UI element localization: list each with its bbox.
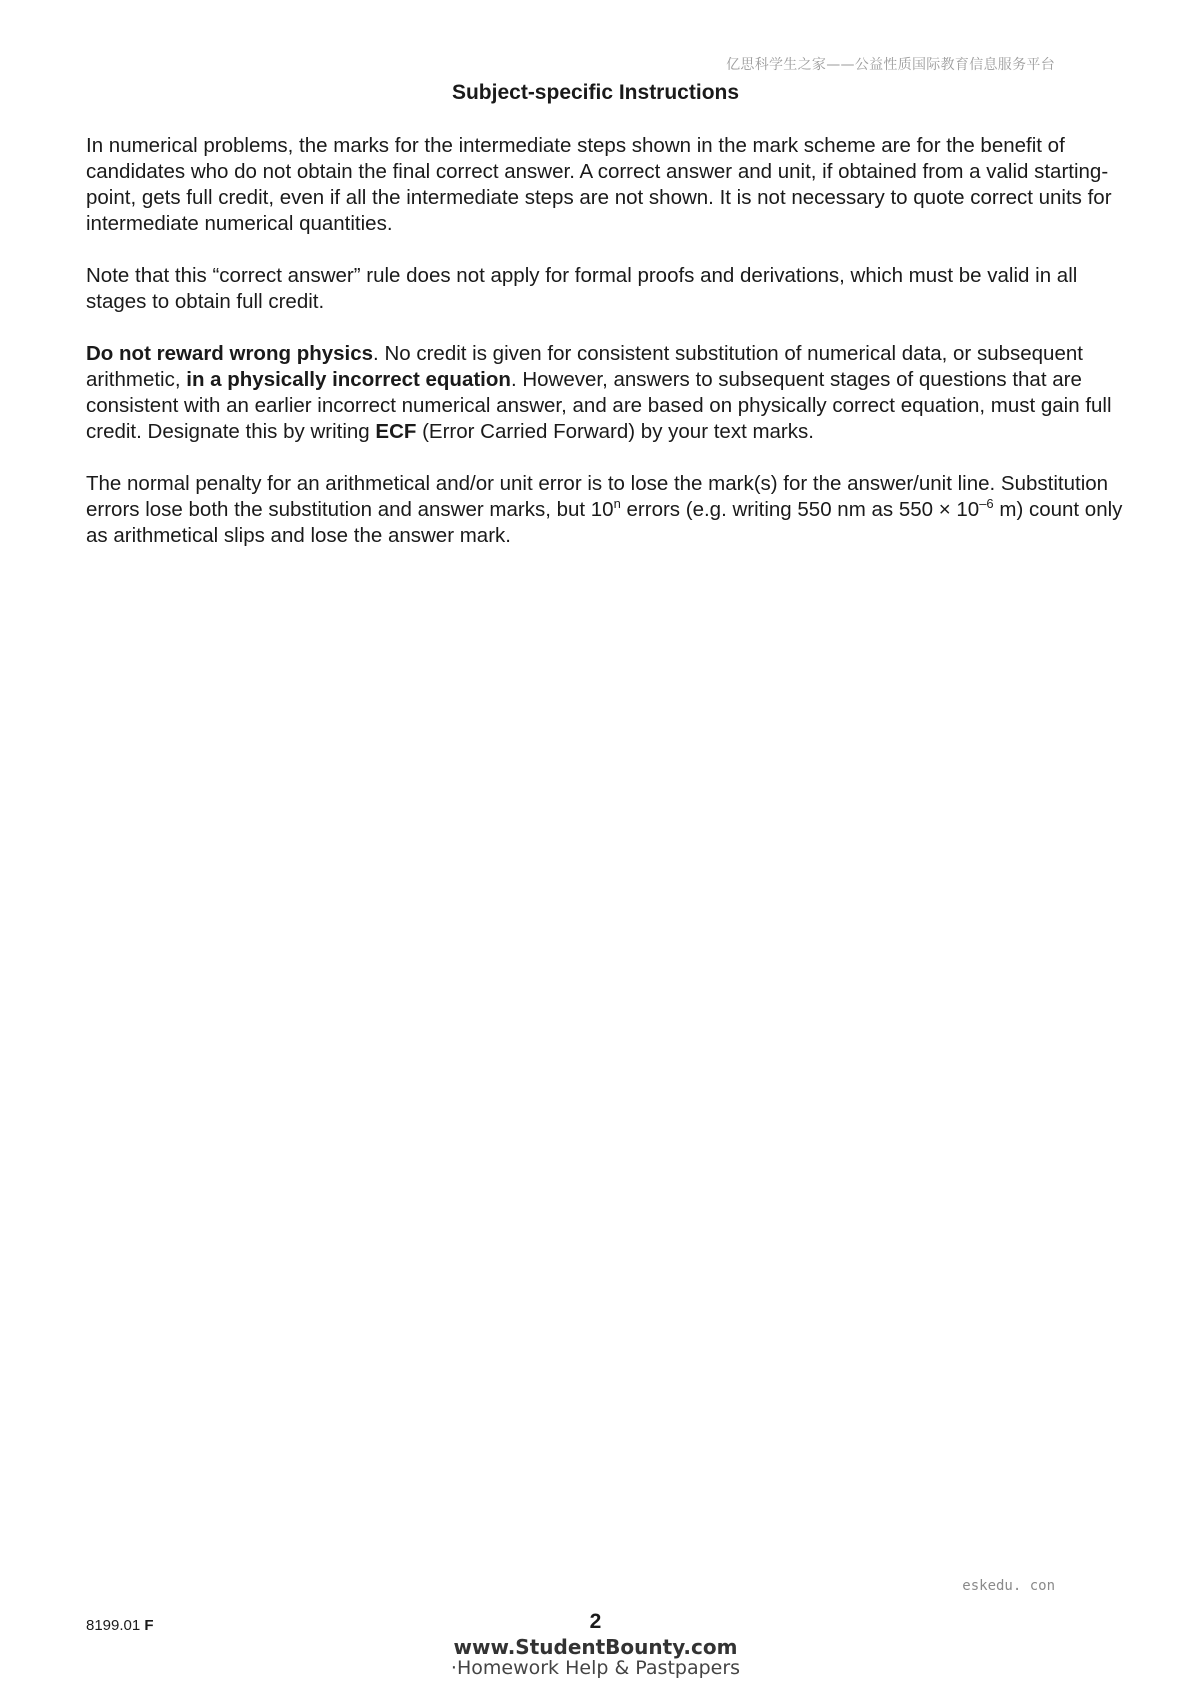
page-number: 2 [589,1610,602,1633]
bold-text: Do not reward wrong physics [86,342,374,365]
header-watermark: 亿思科学生之家——公益性质国际教育信息服务平台 [726,57,1055,73]
body-text: (Error Carried Forward) by your text marks. [416,420,814,443]
body-text: . However, answers to subsequent stages of questions that are consistent with an earlier incorrect numerical answer, and are based on physically correct equation, must gain full credit. Designate this by writing [86,368,1112,443]
site-url: www.StudentBounty.com [453,1635,738,1659]
bold-text: in a physically incorrect equation [186,368,511,391]
body-text: m) count only as arithmetical slips and lose the answer mark. [86,498,1123,547]
document-code-number: 8199.01 [86,1617,145,1634]
body-text: errors (e.g. writing 550 nm as 550 × 10 [620,498,980,521]
superscript: –6 [979,496,994,512]
paragraph-wrong-physics [86,341,1126,445]
document-code-suffix: F [144,1617,154,1634]
superscript: n [613,496,621,512]
site-logo [0,1637,1191,1679]
paragraph-correct-answer-rule: Note that this “correct answer” rule does not apply for formal proofs and derivations, which must be valid in all stages to obtain full credit. [86,264,1078,313]
site-tagline: ·Homework Help & Pastpapers [450,1657,741,1679]
bold-text: ECF [375,420,417,443]
page-title: Subject-specific Instructions [451,81,740,104]
paragraph-numerical: In numerical problems, the marks for the intermediate steps shown in the mark scheme are for the benefit of candidates who do not obtain the final correct answer. A correct answer and unit, if obtained from a valid starting-point, gets full credit, even if all the intermediate steps are not shown. It is not necessary to quote correct units for intermediate numerical quantities. [86,134,1112,235]
instructions-body [86,133,1126,575]
paragraph-penalty [86,471,1126,549]
footer-watermark: eskedu. con [962,1578,1055,1594]
body-text: . No credit is given for consistent substitution of numerical data, or subsequent arithmetic, [86,342,1083,391]
body-text: The normal penalty for an arithmetical and/or unit error is to lose the mark(s) for the answer/unit line. Substitution errors lose both the substitution and answer marks, but 10 [86,472,1109,521]
